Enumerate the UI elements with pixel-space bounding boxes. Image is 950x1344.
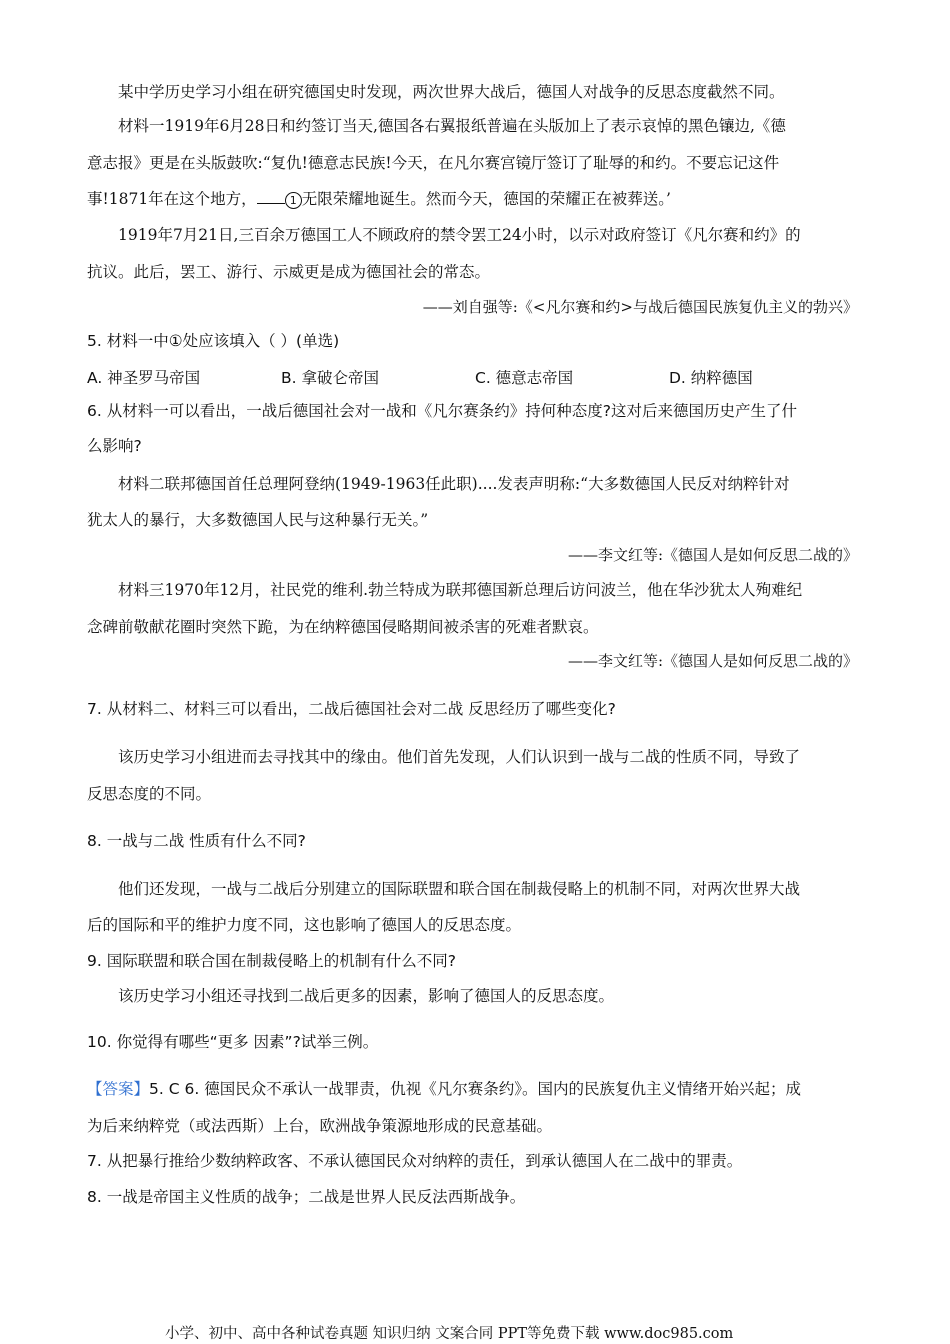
material1-line3: [87, 188, 671, 210]
material2-source: ——李文红等:《德国人是如何反思二战的》: [567, 546, 858, 564]
answer-line1-text: 5. C 6. 德国民众不承认一战罪责，仇视《凡尔赛条约》。国内的民族复仇主义情绪开始兴起；成: [149, 1080, 801, 1098]
option-c: C. 德意志帝国: [475, 369, 574, 387]
answer-line4: 8. 一战是帝国主义性质的战争；二战是世界人民反法西斯战争。: [87, 1188, 526, 1206]
answer-tag: 【答案】: [87, 1080, 150, 1098]
question-6-line2: 么影响?: [87, 437, 142, 455]
material1-line1: 材料一1919年6月28日和约签订当天,德国各右翼报纸普遍在头版加上了表示哀悼的黑色镶边,《德: [118, 117, 786, 135]
material1-line2: 意志报》更是在头版鼓吹:“复仇!德意志民族!今天，在凡尔赛宫镜厅签订了耻辱的和约。不要忘记这件: [87, 154, 780, 172]
material1-source: ——刘自强等:《<凡尔赛和约>与战后德国民族复仇主义的勃兴》: [422, 298, 858, 316]
paragraph3: 该历史学习小组还寻找到二战后更多的因素，影响了德国人的反思态度。: [118, 987, 615, 1005]
fill-blank: [257, 189, 285, 204]
question-9: 9. 国际联盟和联合国在制裁侵略上的机制有什么不同?: [87, 952, 456, 970]
material3-source: ——李文红等:《德国人是如何反思二战的》: [567, 652, 858, 670]
question-10: 10. 你觉得有哪些“更多 因素”?试举三例。: [87, 1033, 379, 1051]
circled-number-marker: 1: [285, 192, 302, 209]
option-d: D. 纳粹德国: [669, 369, 753, 387]
answer-line2: 为后来纳粹党（或法西斯）上台，欧洲战争策源地形成的民意基础。: [87, 1117, 553, 1135]
intro-text: 某中学历史学习小组在研究德国史时发现，两次世界大战后，德国人对战争的反思态度截然不同。: [118, 83, 785, 101]
question-8: 8. 一战与二战 性质有什么不同?: [87, 832, 306, 850]
material1-line4: 1919年7月21日,三百余万德国工人不顾政府的禁令罢工24小时，以示对政府签订《凡尔赛和约》的: [118, 226, 801, 244]
paragraph2-line2: 后的国际和平的维护力度不同，这也影响了德国人的反思态度。: [87, 916, 522, 934]
question-6-line1: 6. 从材料一可以看出，一战后德国社会对一战和《凡尔赛条约》持何种态度?这对后来德国历史产生了什: [87, 402, 797, 420]
paragraph1-line1: 该历史学习小组进而去寻找其中的缘由。他们首先发现，人们认识到一战与二战的性质不同，导致了: [118, 748, 801, 766]
paragraph1-line2: 反思态度的不同。: [87, 785, 212, 803]
question-7: 7. 从材料二、材料三可以看出，二战后德国社会对二战 反思经历了哪些变化?: [87, 700, 616, 718]
footer-banner: 小学、初中、高中各种试卷真题 知识归纳 文案合同 PPT等免费下载 www.doc985.com: [165, 1326, 734, 1342]
material1-line5: 抗议。此后，罢工、游行、示威更是成为德国社会的常态。: [87, 263, 491, 281]
answer-line3: 7. 从把暴行推给少数纳粹政客、不承认德国民众对纳粹的责任，到承认德国人在二战中的罪责。: [87, 1152, 743, 1170]
question-5: 5. 材料一中①处应该填入（ ）(单选): [87, 332, 340, 350]
material1-line3-end: 无限荣耀地诞生。然而今天，德国的荣耀正在被葬送。’: [301, 190, 671, 208]
material1-line3-start: 事!1871年在这个地方，: [87, 190, 257, 208]
paragraph2-line1: 他们还发现，一战与二战后分别建立的国际联盟和联合国在制裁侵略上的机制不同，对两次世界大战: [118, 880, 801, 898]
option-a: A. 神圣罗马帝国: [87, 369, 201, 387]
answer-line1: [87, 1078, 801, 1100]
material2-line1: 材料二联邦德国首任总理阿登纳(1949-1963任此职)....发表声明称:“大多数德国人民反对纳粹针对: [118, 475, 790, 493]
material3-line2: 念碑前敬献花圈时突然下跪，为在纳粹德国侵略期间被杀害的死难者默哀。: [87, 618, 599, 636]
material2-line2: 犹太人的暴行，大多数德国人民与这种暴行无关。”: [87, 511, 429, 529]
option-b: B. 拿破仑帝国: [281, 369, 379, 387]
material3-line1: 材料三1970年12月，社民党的维利.勃兰特成为联邦德国新总理后访问波兰，他在华沙犹太人殉难纪: [118, 581, 803, 599]
